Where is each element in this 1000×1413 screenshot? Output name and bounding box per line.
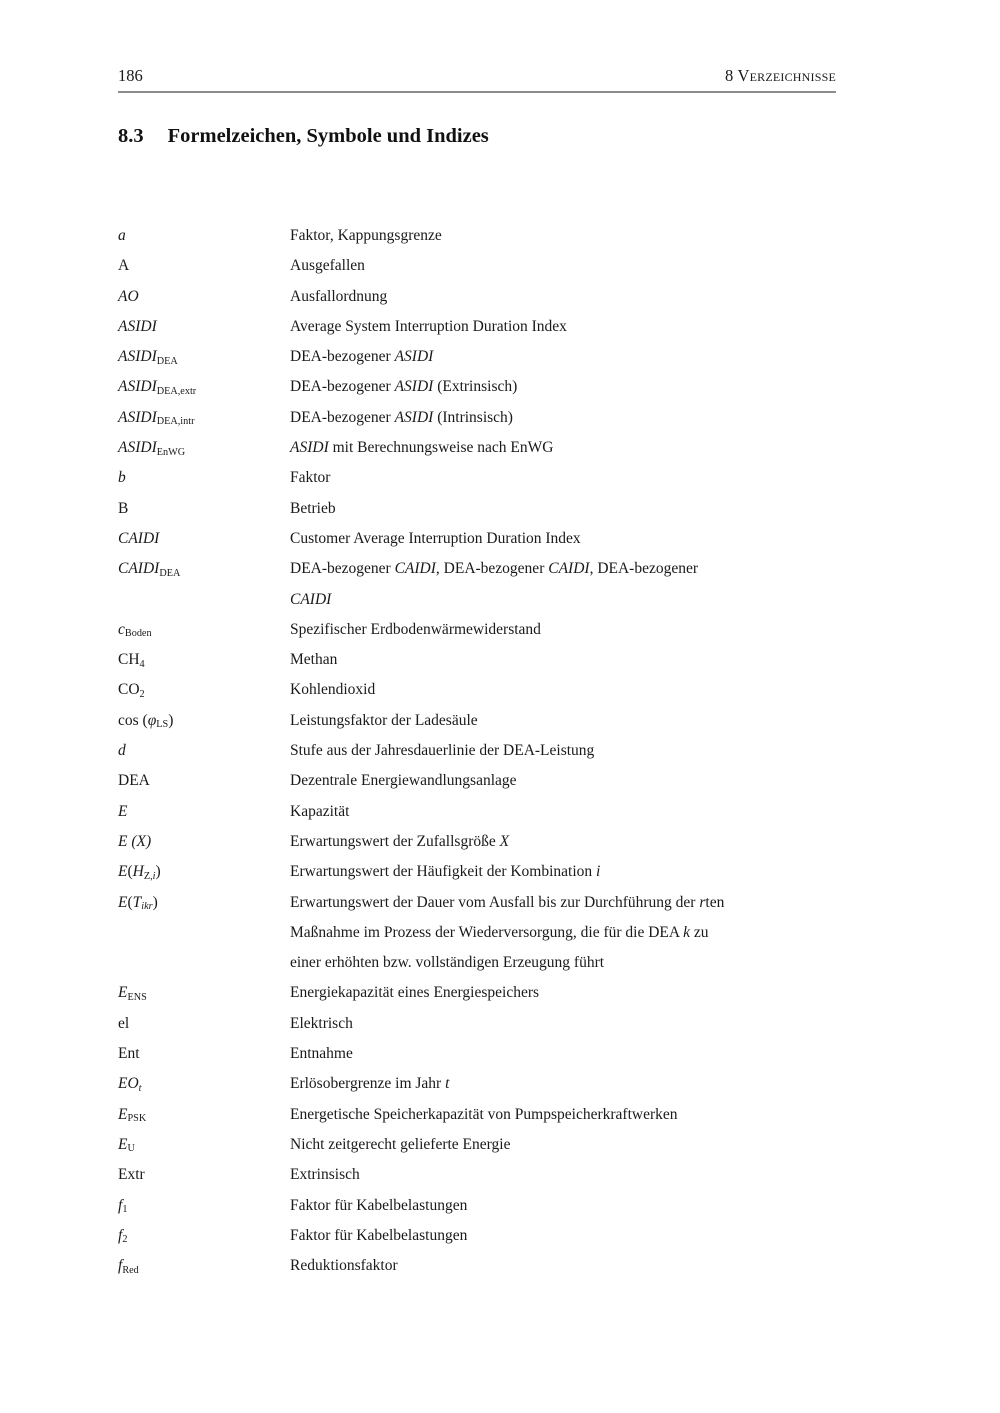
description-line	[290, 1251, 836, 1281]
list-item	[118, 645, 836, 675]
text-segment: zu	[689, 923, 709, 941]
list-item	[118, 463, 836, 493]
list-item	[118, 736, 836, 766]
description-line	[290, 403, 836, 433]
list-item	[118, 615, 836, 645]
text-segment: EnWG	[156, 446, 186, 458]
description	[290, 463, 836, 493]
symbol	[118, 554, 290, 615]
text-segment: (	[127, 893, 133, 911]
description	[290, 1160, 836, 1190]
page-number: 186	[118, 66, 143, 85]
list-item	[118, 221, 836, 251]
text-segment: ikr	[141, 901, 153, 913]
text-segment: DEA	[159, 567, 181, 579]
list-item	[118, 1251, 836, 1281]
list-item	[118, 312, 836, 342]
text-segment: Methan	[290, 651, 338, 669]
description	[290, 433, 836, 463]
text-segment: 2	[139, 689, 145, 700]
page-title: Formelzeichen, Symbole und Indizes	[167, 125, 489, 147]
text-segment: ASIDI	[290, 439, 329, 457]
text-segment: b	[118, 469, 126, 487]
text-segment: a	[118, 227, 126, 244]
text-segment: Entnahme	[290, 1045, 353, 1063]
list-item	[118, 1009, 836, 1039]
text-segment: k	[683, 923, 690, 941]
description	[290, 1130, 836, 1160]
section-number: 8.3	[118, 125, 144, 147]
text-segment: Kohlendioxid	[290, 681, 376, 699]
symbol	[118, 1251, 290, 1281]
list-item	[118, 433, 836, 463]
list-item	[118, 766, 836, 796]
text-segment: B	[118, 499, 129, 517]
symbol	[118, 766, 290, 796]
symbol	[118, 372, 290, 402]
text-segment: Erwartungswert der Dauer vom Ausfall bis zur Durchführung der	[290, 893, 700, 911]
text-segment: t	[445, 1075, 450, 1093]
description	[290, 978, 836, 1008]
running-header	[118, 66, 836, 93]
description-line	[290, 312, 836, 342]
symbol	[118, 706, 290, 736]
description	[290, 342, 836, 372]
description	[290, 736, 836, 766]
list-item	[118, 554, 836, 615]
text-segment: U	[127, 1143, 135, 1155]
description	[290, 797, 836, 827]
text-segment: DEA	[118, 772, 150, 790]
text-segment: Betrieb	[290, 499, 336, 517]
text-segment: (Intrinsisch)	[433, 408, 513, 426]
text-segment: , DEA-bezogener	[589, 560, 699, 578]
list-item	[118, 494, 836, 524]
description	[290, 403, 836, 433]
list-item	[118, 1069, 836, 1099]
description-line	[290, 585, 836, 615]
text-segment: ENS	[127, 991, 147, 1003]
chapter-header: 8 Verzeichnisse	[725, 66, 836, 85]
text-segment: f	[118, 1196, 123, 1214]
text-segment: ASIDI	[118, 378, 157, 396]
description	[290, 766, 836, 796]
text-segment: DEA,intr	[156, 416, 195, 428]
text-segment: 4	[139, 658, 145, 670]
text-segment: AO	[118, 287, 139, 305]
text-segment: (	[127, 863, 133, 881]
text-segment: E	[118, 863, 128, 881]
symbol	[118, 797, 290, 827]
symbol	[118, 645, 290, 675]
text-segment: Elektrisch	[290, 1014, 353, 1032]
description-line	[290, 857, 836, 887]
symbol	[118, 463, 290, 493]
text-segment: t	[138, 1082, 142, 1094]
text-segment: (Extrinsisch)	[433, 378, 518, 396]
description-line	[290, 797, 836, 827]
symbol	[118, 494, 290, 524]
text-segment: einer erhöhten bzw. vollständigen Erzeugung führt	[290, 954, 605, 972]
text-segment: DEA-bezogener	[290, 408, 395, 426]
text-segment: DEA,extr	[156, 386, 197, 398]
text-segment: PSK	[127, 1113, 147, 1125]
symbol	[118, 888, 290, 979]
description-line	[290, 1130, 836, 1160]
text-segment: ASIDI	[394, 348, 434, 366]
symbol	[118, 403, 290, 433]
list-item	[118, 403, 836, 433]
description	[290, 1069, 836, 1099]
description-line	[290, 251, 836, 281]
text-segment: Faktor für Kabelbelastungen	[290, 1196, 468, 1214]
text-segment: 2	[122, 1234, 128, 1246]
symbol	[118, 1221, 290, 1251]
symbol	[118, 1191, 290, 1221]
text-segment: E	[118, 1135, 128, 1153]
symbol	[118, 282, 290, 312]
description-line	[290, 1069, 836, 1099]
symbol	[118, 312, 290, 342]
description-line	[290, 615, 836, 645]
description-line	[290, 736, 836, 766]
symbol-list	[118, 221, 836, 1281]
text-segment: , DEA-bezogener	[435, 560, 549, 578]
text-segment: i	[152, 870, 156, 882]
description	[290, 645, 836, 675]
symbol	[118, 857, 290, 887]
text-segment: X	[499, 832, 510, 850]
description	[290, 1251, 836, 1281]
symbol	[118, 342, 290, 372]
text-segment: LS	[156, 719, 169, 731]
description	[290, 372, 836, 402]
description-line	[290, 1039, 836, 1069]
text-segment: ASIDI	[118, 317, 157, 335]
description-line	[290, 888, 836, 918]
description	[290, 554, 836, 615]
text-segment: φ	[147, 711, 157, 729]
text-segment: Stufe aus der Jahresdauerlinie der DEA-Leistung	[290, 742, 595, 760]
text-segment: CAIDI	[118, 529, 160, 547]
description-line	[290, 494, 836, 524]
text-segment: )	[155, 863, 161, 881]
symbol	[118, 1039, 290, 1069]
description	[290, 706, 836, 736]
text-segment: Ent	[118, 1045, 140, 1063]
description	[290, 251, 836, 281]
symbol	[118, 827, 290, 857]
text-segment: DEA-bezogener	[290, 560, 395, 578]
symbol	[118, 1100, 290, 1130]
text-segment: Nicht zeitgerecht gelieferte Energie	[290, 1135, 511, 1153]
description	[290, 675, 836, 705]
description-line	[290, 948, 836, 978]
list-item	[118, 1191, 836, 1221]
text-segment: Red	[122, 1264, 139, 1276]
text-segment: )	[168, 711, 174, 729]
text-segment: Energetische Speicherkapazität von Pumpspeicherkraftwerken	[290, 1105, 678, 1123]
list-item	[118, 372, 836, 402]
text-segment: T	[132, 893, 142, 911]
symbol	[118, 978, 290, 1008]
text-segment: mit Berechnungsweise nach EnWG	[328, 439, 554, 457]
text-segment: E	[118, 984, 128, 1002]
text-segment: E (X)	[118, 832, 152, 850]
description-line	[290, 342, 836, 372]
text-segment: ASIDI	[394, 378, 434, 396]
description-line	[290, 918, 836, 948]
list-item	[118, 857, 836, 887]
text-segment: Spezifischer Erdbodenwärmewiderstand	[290, 620, 541, 638]
description-line	[290, 766, 836, 796]
text-segment: Average System Interruption Duration Index	[290, 317, 567, 335]
list-item	[118, 888, 836, 979]
description	[290, 857, 836, 887]
text-segment: CH	[118, 651, 140, 669]
list-item	[118, 1160, 836, 1190]
symbol	[118, 615, 290, 645]
description-line	[290, 554, 836, 584]
text-segment: Extrinsisch	[290, 1166, 360, 1184]
description-line	[290, 1160, 836, 1190]
list-item	[118, 675, 836, 705]
text-segment: A	[118, 257, 130, 275]
text-segment: ten	[705, 893, 725, 911]
text-segment: E	[118, 893, 128, 911]
description	[290, 1191, 836, 1221]
text-segment: ASIDI	[118, 348, 157, 366]
description	[290, 827, 836, 857]
text-segment: Leistungsfaktor der Ladesäule	[290, 711, 478, 729]
text-segment: f	[118, 1226, 123, 1244]
text-segment: Maßnahme im Prozess der Wiederversorgung, die für die DEA	[290, 923, 684, 941]
symbol	[118, 1069, 290, 1099]
text-segment: d	[118, 742, 126, 760]
description	[290, 282, 836, 312]
text-segment: Erwartungswert der Häufigkeit der Kombination	[290, 863, 597, 881]
description	[290, 494, 836, 524]
text-segment: CAIDI	[548, 560, 590, 578]
text-segment: H	[132, 863, 144, 881]
text-segment: Dezentrale Energiewandlungsanlage	[290, 772, 517, 790]
text-segment: cos (	[118, 711, 148, 729]
text-segment: Faktor, Kappungsgrenze	[290, 227, 442, 244]
text-segment: Customer Average Interruption Duration Index	[290, 529, 581, 547]
symbol	[118, 675, 290, 705]
symbol	[118, 524, 290, 554]
list-item	[118, 978, 836, 1008]
description	[290, 1221, 836, 1251]
description-line	[290, 372, 836, 402]
text-segment: E	[118, 1105, 128, 1123]
description	[290, 1039, 836, 1069]
text-segment: )	[152, 893, 158, 911]
text-segment: E	[118, 802, 128, 820]
description-line	[290, 1100, 836, 1130]
list-item	[118, 827, 836, 857]
text-segment: Ausgefallen	[290, 257, 365, 275]
symbol	[118, 736, 290, 766]
text-segment: Boden	[124, 628, 152, 640]
list-item	[118, 1039, 836, 1069]
description	[290, 615, 836, 645]
description-line	[290, 221, 836, 251]
symbol	[118, 221, 290, 251]
description-line	[290, 827, 836, 857]
description-line	[290, 282, 836, 312]
text-segment: Erwartungswert der Zufallsgröße	[290, 832, 500, 850]
symbol	[118, 251, 290, 281]
list-item	[118, 1130, 836, 1160]
list-item	[118, 1221, 836, 1251]
list-item	[118, 524, 836, 554]
text-segment: ASIDI	[394, 408, 434, 426]
text-segment: CO	[118, 681, 140, 699]
text-segment: DEA	[156, 355, 178, 367]
list-item	[118, 797, 836, 827]
description-line	[290, 524, 836, 554]
symbol	[118, 1130, 290, 1160]
text-segment: c	[118, 620, 125, 638]
text-segment: CAIDI	[118, 560, 160, 578]
text-segment: Reduktionsfaktor	[290, 1257, 398, 1275]
list-item	[118, 342, 836, 372]
section-heading	[118, 125, 489, 148]
text-segment: CAIDI	[394, 560, 436, 578]
symbol	[118, 433, 290, 463]
text-segment: Energiekapazität eines Energiespeichers	[290, 984, 540, 1002]
text-segment: 1	[122, 1204, 128, 1216]
text-segment: Faktor	[290, 469, 331, 487]
description	[290, 312, 836, 342]
text-segment: ASIDI	[118, 408, 157, 426]
description-line	[290, 1191, 836, 1221]
text-segment: Erlösobergrenze im Jahr	[290, 1075, 446, 1093]
description-line	[290, 675, 836, 705]
text-segment: DEA-bezogener	[290, 378, 395, 396]
description-line	[290, 1009, 836, 1039]
text-segment: Z,	[143, 870, 153, 882]
description-line	[290, 645, 836, 675]
description-line	[290, 706, 836, 736]
text-segment: Faktor für Kabelbelastungen	[290, 1226, 468, 1244]
list-item	[118, 706, 836, 736]
text-segment: el	[118, 1014, 130, 1032]
symbol	[118, 1009, 290, 1039]
list-item	[118, 282, 836, 312]
text-segment: EO	[118, 1075, 139, 1093]
text-segment: CAIDI	[290, 590, 332, 608]
description-line	[290, 463, 836, 493]
description-line	[290, 978, 836, 1008]
description	[290, 1100, 836, 1130]
text-segment: Kapazität	[290, 802, 350, 820]
description-line	[290, 1221, 836, 1251]
description	[290, 888, 836, 979]
description	[290, 1009, 836, 1039]
description-line	[290, 433, 836, 463]
text-segment: Extr	[118, 1166, 145, 1184]
description	[290, 524, 836, 554]
list-item	[118, 1100, 836, 1130]
symbol	[118, 1160, 290, 1190]
text-segment: DEA-bezogener	[290, 348, 395, 366]
list-item	[118, 251, 836, 281]
text-segment: f	[118, 1257, 123, 1275]
description	[290, 221, 836, 251]
text-segment: i	[596, 863, 601, 881]
text-segment: Ausfallordnung	[290, 287, 388, 305]
text-segment: r	[699, 893, 706, 911]
text-segment: ASIDI	[118, 439, 157, 457]
